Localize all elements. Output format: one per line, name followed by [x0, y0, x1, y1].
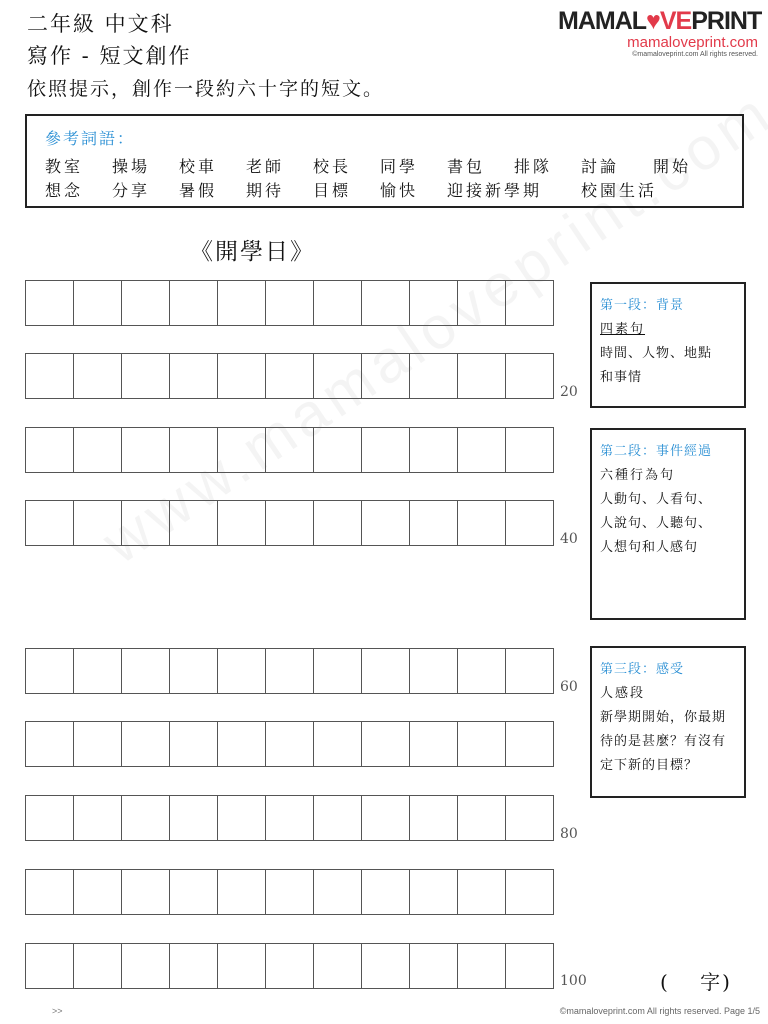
hint-text: 人動句、人看句、: [600, 492, 713, 507]
writing-cell[interactable]: [314, 795, 362, 841]
footer-arrows: >>: [52, 1006, 63, 1016]
writing-cell[interactable]: [362, 721, 410, 767]
logo-rights: ©mamaloveprint.com All rights reserved.: [632, 51, 758, 58]
writing-cell[interactable]: [26, 795, 74, 841]
vocabulary-word: 操場: [112, 157, 151, 176]
writing-cell[interactable]: [74, 427, 122, 473]
writing-cell[interactable]: [506, 500, 554, 546]
grid-row: [25, 795, 554, 841]
writing-cell[interactable]: [506, 869, 554, 915]
writing-cell[interactable]: [362, 353, 410, 399]
hint-title: 第一段：背景: [600, 298, 685, 313]
writing-cell[interactable]: [218, 721, 266, 767]
hint-text: 新學期開始，你最期: [600, 710, 727, 725]
writing-cell[interactable]: [122, 795, 170, 841]
hint-box-paragraph-1: [590, 282, 746, 408]
writing-cell[interactable]: [218, 353, 266, 399]
writing-cell[interactable]: [410, 869, 458, 915]
writing-cell[interactable]: [506, 353, 554, 399]
writing-cell[interactable]: [26, 869, 74, 915]
grade-subject: 二年級 中文科: [27, 12, 174, 36]
writing-cell[interactable]: [410, 648, 458, 694]
writing-cell[interactable]: [458, 943, 506, 989]
hint-text: 時間、人物、地點: [600, 346, 713, 361]
writing-cell[interactable]: [266, 353, 314, 399]
writing-cell[interactable]: [314, 869, 362, 915]
writing-cell[interactable]: [122, 280, 170, 326]
writing-cell[interactable]: [410, 500, 458, 546]
writing-cell[interactable]: [26, 427, 74, 473]
hint-text: 人想句和人感句: [600, 540, 699, 555]
writing-cell[interactable]: [122, 500, 170, 546]
writing-cell[interactable]: [266, 427, 314, 473]
writing-cell[interactable]: [170, 795, 218, 841]
count-marker: 80: [560, 826, 578, 842]
vocabulary-word: 目標: [313, 181, 352, 200]
writing-cell[interactable]: [218, 427, 266, 473]
writing-cell[interactable]: [170, 869, 218, 915]
writing-cell[interactable]: [410, 353, 458, 399]
writing-cell[interactable]: [506, 943, 554, 989]
vocabulary-word: 迎接新學期: [447, 181, 543, 200]
writing-cell[interactable]: [362, 427, 410, 473]
footer-copyright: ©mamaloveprint.com All rights reserved. Page 1/5: [559, 1006, 760, 1016]
writing-cell[interactable]: [74, 500, 122, 546]
writing-cell[interactable]: [266, 500, 314, 546]
writing-cell[interactable]: [314, 648, 362, 694]
hint-subtitle: 四素句: [600, 322, 646, 337]
brand-logo: [558, 7, 762, 60]
writing-cell[interactable]: [506, 648, 554, 694]
grid-row: [25, 427, 554, 473]
hint-title: 第二段：事件經過: [600, 444, 713, 459]
writing-cell[interactable]: [74, 721, 122, 767]
writing-cell[interactable]: [314, 427, 362, 473]
writing-cell[interactable]: [362, 648, 410, 694]
vocabulary-word: 老師: [246, 157, 285, 176]
writing-cell[interactable]: [26, 943, 74, 989]
writing-cell[interactable]: [314, 500, 362, 546]
hint-text: 待的是甚麼？有沒有: [600, 734, 727, 749]
writing-cell[interactable]: [122, 943, 170, 989]
grid-row: [25, 648, 554, 694]
hint-box-paragraph-3: [590, 646, 746, 798]
writing-cell[interactable]: [458, 500, 506, 546]
writing-cell[interactable]: [26, 648, 74, 694]
writing-cell[interactable]: [170, 500, 218, 546]
vocabulary-word: 開始: [653, 157, 692, 176]
writing-cell[interactable]: [506, 280, 554, 326]
writing-cell[interactable]: [314, 280, 362, 326]
vocabulary-word: 討論: [581, 157, 620, 176]
writing-cell[interactable]: [458, 721, 506, 767]
vocabulary-word: 期待: [246, 181, 285, 200]
grid-row: [25, 500, 554, 546]
worksheet-title: 寫作 - 短文創作: [27, 44, 192, 68]
instruction: 依照提示，創作一段約六十字的短文。: [27, 78, 385, 100]
writing-cell[interactable]: [314, 943, 362, 989]
writing-cell[interactable]: [74, 280, 122, 326]
vocabulary-word: 教室: [45, 157, 84, 176]
logo-wordmark: MAMAL♥VEPRINT: [558, 7, 762, 35]
writing-cell[interactable]: [26, 353, 74, 399]
writing-cell[interactable]: [170, 721, 218, 767]
writing-cell[interactable]: [218, 648, 266, 694]
writing-cell[interactable]: [314, 721, 362, 767]
writing-cell[interactable]: [266, 280, 314, 326]
count-marker: 60: [560, 679, 578, 695]
writing-cell[interactable]: [170, 427, 218, 473]
grid-row: [25, 280, 554, 326]
writing-cell[interactable]: [362, 280, 410, 326]
writing-cell[interactable]: [170, 943, 218, 989]
vocabulary-word: 想念: [45, 181, 84, 200]
writing-cell[interactable]: [458, 795, 506, 841]
writing-cell[interactable]: [410, 427, 458, 473]
count-marker: 20: [560, 384, 578, 400]
vocabulary-word: 排隊: [514, 157, 553, 176]
writing-cell[interactable]: [362, 869, 410, 915]
writing-cell[interactable]: [74, 648, 122, 694]
writing-cell[interactable]: [218, 943, 266, 989]
writing-cell[interactable]: [410, 280, 458, 326]
writing-cell[interactable]: [362, 500, 410, 546]
writing-cell[interactable]: [74, 795, 122, 841]
grid-row: [25, 869, 554, 915]
hint-box-paragraph-2: [590, 428, 746, 620]
hint-text: 人說句、人聽句、: [600, 516, 713, 531]
writing-cell[interactable]: [506, 795, 554, 841]
writing-cell[interactable]: [170, 280, 218, 326]
writing-cell[interactable]: [170, 648, 218, 694]
logo-url: mamaloveprint.com: [627, 34, 758, 51]
hint-subtitle: 人感段: [600, 686, 646, 701]
writing-cell[interactable]: [458, 280, 506, 326]
vocabulary-word: 分享: [112, 181, 151, 200]
vocabulary-box: [25, 114, 744, 208]
writing-cell[interactable]: [218, 280, 266, 326]
hint-subtitle: 六種行為句: [600, 468, 676, 483]
writing-cell[interactable]: [122, 427, 170, 473]
writing-cell[interactable]: [122, 869, 170, 915]
vocabulary-word: 校園生活: [581, 181, 658, 200]
count-marker: 100: [560, 973, 587, 989]
writing-cell[interactable]: [170, 353, 218, 399]
vocabulary-word: 同學: [380, 157, 419, 176]
writing-cell[interactable]: [74, 353, 122, 399]
writing-cell[interactable]: [314, 353, 362, 399]
writing-cell[interactable]: [458, 353, 506, 399]
vocabulary-title: 參考詞語：: [45, 129, 136, 148]
writing-cell[interactable]: [458, 869, 506, 915]
writing-cell[interactable]: [266, 795, 314, 841]
hint-text: 定下新的目標？: [600, 758, 699, 773]
writing-cell[interactable]: [266, 648, 314, 694]
writing-cell[interactable]: [410, 943, 458, 989]
writing-cell[interactable]: [26, 721, 74, 767]
writing-cell[interactable]: [26, 500, 74, 546]
grid-row: [25, 721, 554, 767]
writing-cell[interactable]: [218, 869, 266, 915]
word-count-field[interactable]: ( 字): [660, 970, 732, 994]
writing-cell[interactable]: [218, 500, 266, 546]
writing-cell[interactable]: [410, 721, 458, 767]
essay-title: 《開學日》: [190, 239, 315, 265]
writing-cell[interactable]: [506, 721, 554, 767]
hint-text: 和事情: [600, 370, 643, 385]
grid-row: [25, 353, 554, 399]
writing-cell[interactable]: [410, 795, 458, 841]
writing-cell[interactable]: [74, 869, 122, 915]
hint-title: 第三段：感受: [600, 662, 685, 677]
vocabulary-word: 暑假: [179, 181, 218, 200]
writing-cell[interactable]: [362, 943, 410, 989]
grid-row: [25, 943, 554, 989]
writing-cell[interactable]: [122, 353, 170, 399]
vocabulary-word: 書包: [447, 157, 486, 176]
vocabulary-word: 校長: [313, 157, 352, 176]
writing-cell[interactable]: [362, 795, 410, 841]
writing-cell[interactable]: [26, 280, 74, 326]
vocabulary-word: 愉快: [380, 181, 419, 200]
writing-cell[interactable]: [266, 869, 314, 915]
vocabulary-word: 校車: [179, 157, 218, 176]
writing-cell[interactable]: [458, 427, 506, 473]
writing-cell[interactable]: [266, 943, 314, 989]
count-marker: 40: [560, 531, 578, 547]
writing-cell[interactable]: [458, 648, 506, 694]
writing-cell[interactable]: [266, 721, 314, 767]
writing-cell[interactable]: [122, 721, 170, 767]
writing-cell[interactable]: [218, 795, 266, 841]
writing-cell[interactable]: [122, 648, 170, 694]
writing-cell[interactable]: [506, 427, 554, 473]
writing-cell[interactable]: [74, 943, 122, 989]
